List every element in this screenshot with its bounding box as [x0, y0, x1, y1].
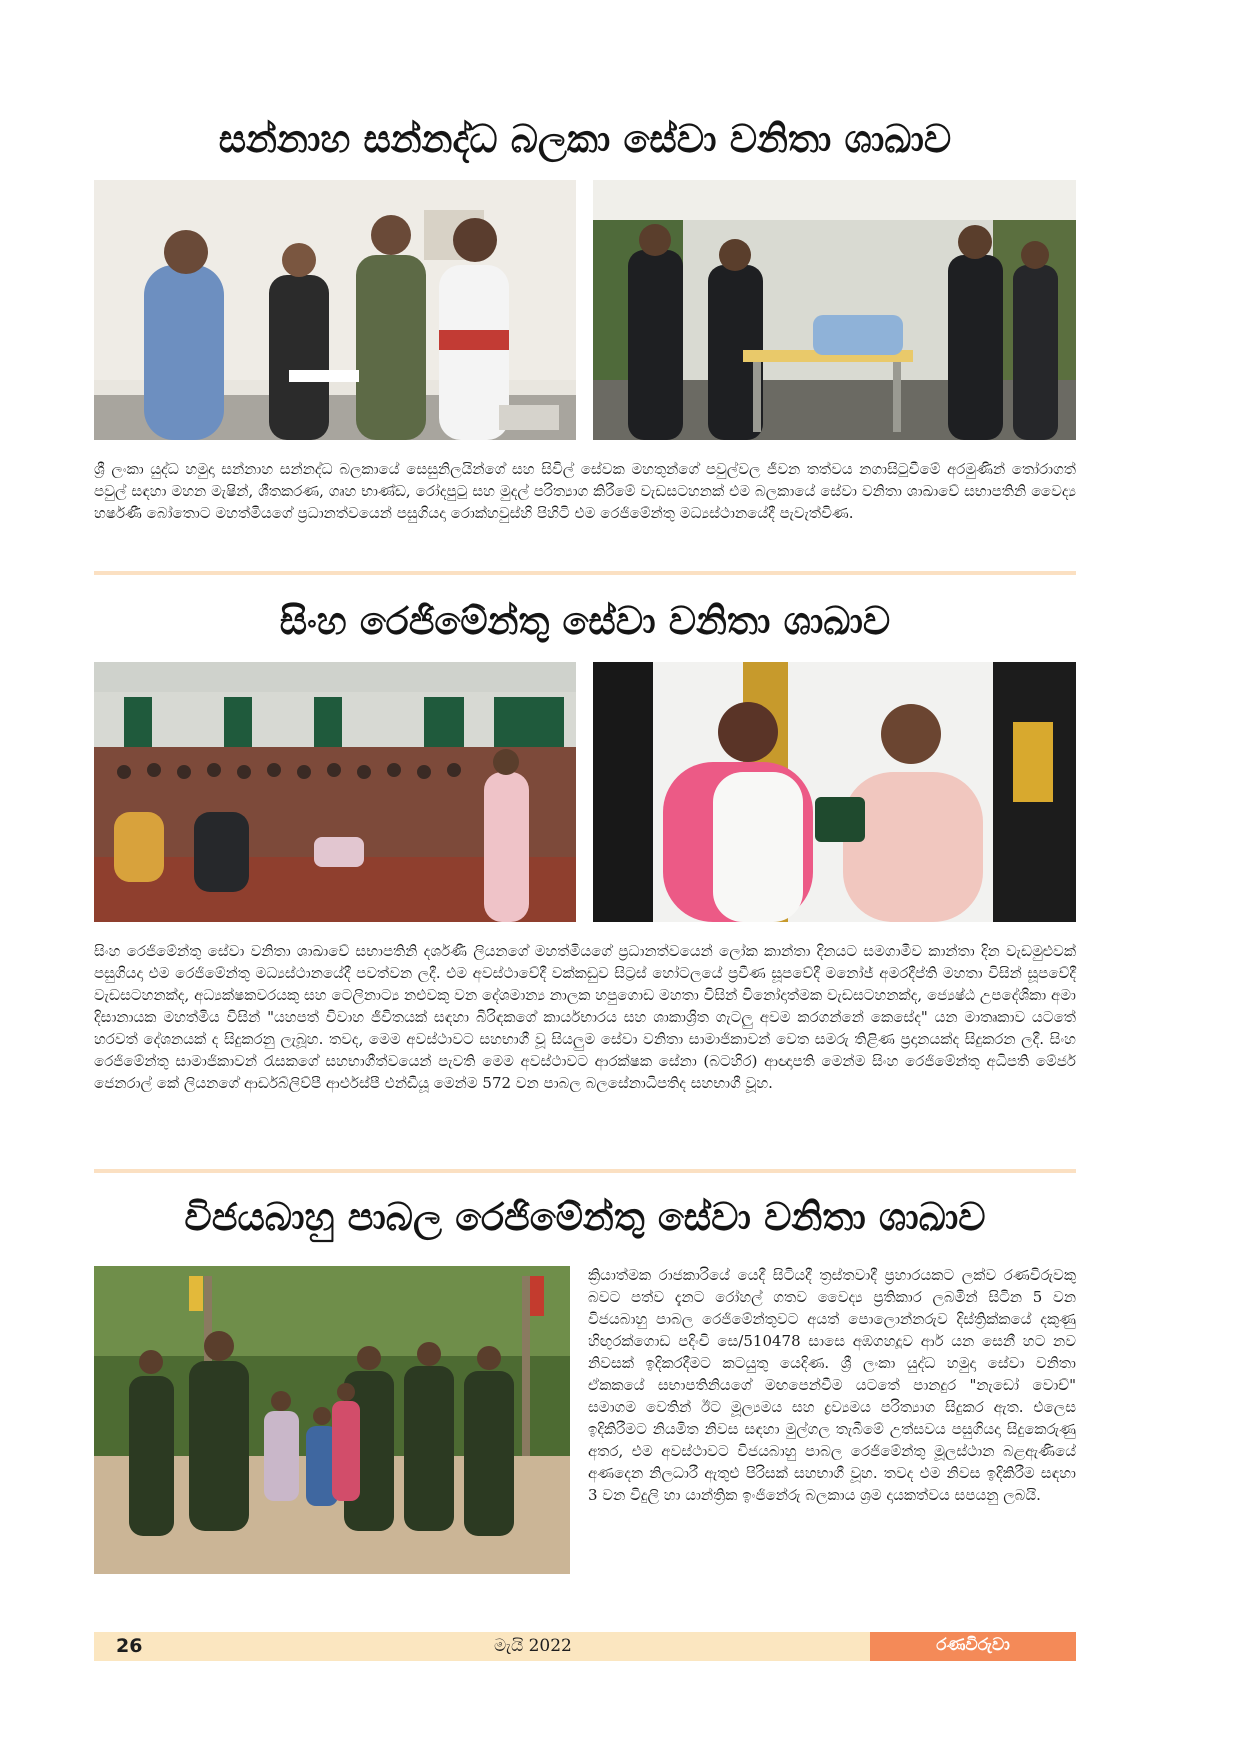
section-divider-1 — [94, 571, 1076, 575]
footer-band — [94, 1632, 870, 1661]
photo-sewing-machine — [593, 180, 1076, 440]
photo-souvenir-presentation — [593, 662, 1076, 922]
section-1-title: සන්නාහ සන්නද්ධ බලකා සේවා වනිතා ශාඛාව — [218, 117, 952, 161]
photo-foundation-stone-group — [94, 1266, 570, 1574]
page-number: 26 — [116, 1635, 143, 1657]
photo-auditorium-audience — [94, 662, 576, 922]
section-3-body: ක්‍රියාත්මක රාජකාරියේ යෙදී සිටියදී ත්‍රස්තවාදී ප්‍රහාරයකට ලක්ව රණවිරුවකු බවට පත්ව දැනට රෝහල් ගතව වෛද්‍ය ප්‍රතිකාර ලබමින් සිටින 5 වන විජයබාහු පාබල රෙජිමේන්තුවට අයත් පොලොන්නරුව දිස්ත්‍රික්කයේ දකුණු හිඟුරක්ගොඩ පදිංචි සෙ/510478 සාසෙ අඹගහදූව ආර් යන සෙනී හට නව නිවසක් ඉදිකරදීමට කටයුතු යෙදිණ. ශ්‍රී ලංකා යුද්ධ හමුදා සේවා වනිතා ඒකකයේ සභාපතිනියගේ මඟපෙන්වීම යටතේ පානදුර "නැඩෝ වොච්" සමාගම වෙතින් ඊට මූල්‍යමය සහ ද්‍රව්‍යමය පරිත්‍යාග සිදුකර ඇත. එලෙස ඉදිකිරීමට නියමිත නිවස සඳහා මුල්ගල තැබීමේ උත්සවය පසුගියදා සිදුකෙරුණු අතර, එම අවස්ථාවට විජයබාහු පාබල රෙජිමේන්තු මූලස්ථාන බළඇණියේ අණදෙන නිලධාරී ඇතුළු පිරිසක් සහභාගී වූහ. තවද එම නිවස ඉදිකිරීම සඳහා 3 වන විදුලි හා යාන්ත්‍රික ඉංජිනේරු බලකාය ශ්‍රම දායකත්වය සපයනු ලබයි. — [588, 1266, 1076, 1504]
magazine-name: රණවිරුවා — [936, 1635, 1010, 1655]
page-footer — [94, 1632, 1076, 1661]
section-divider-2 — [94, 1169, 1076, 1173]
section-3-title: විජයබාහු පාබල රෙජිමේන්තු සේවා වනිතා ශාඛාව — [184, 1195, 986, 1239]
section-2-title: සිංහ රෙජිමේන්තු සේවා වනිතා ශාඛාව — [279, 599, 891, 643]
section-2-body: සිංහ රෙජිමේන්තු සේවා වනිතා ශාඛාවේ සභාපතිනි දර්ශණී ලියනගේ මහත්මියගේ ප්‍රධානත්වයෙන් ලෝක කාන්තා දිනයට සමගාමීව කාන්තා දින වැඩමුළුවක් පසුගියදා එම රෙජිමේන්තු මධ්‍යස්ථානයේදී පවත්වන ලදී. එම අවස්ථාවේදී වක්කඩුව සිට්‍රස් හෝටලයේ ප්‍රවීණ සූපවේදී මනෝජ් අමරදීප්ති මහතා විසින් සූපවේදී වැඩසටහනක්ද, අධ්‍යක්ෂකවරයකු සහ ටෙලිනාට්‍ය නළුවකු වන දේශමාන්‍ය නාලක හපුගොඩ මහතා විසින් විනෝදාත්මක වැඩසටහනක්ද, ජ්‍යෙෂ්ඨ උපදේශිකා අමා දිසානායක මහත්මිය විසින් "යහපත් විවාහ ජීවිතයක් සඳහා බිරිඳකගේ කාර්යභාරය සහ ශාකාශ්‍රිත ගැටලු අවම කරගන්නේ කෙසේද" යන මාතෘකාව යටතේ හරවත් දේශනයක් ද සිදුකරනු ලැබූහ. තවද, මෙම අවස්ථාවට සහභාගී වූ සියලුම සේවා වනිතා සාමාජිකාවන් වෙත සමරු තිළිණ ප්‍රදානයක්ද සිදුකරන ලදී. සිංහ රෙජිමේන්තු සාමාජිකාවන් රැසකගේ සහභාගීත්වයෙන් පැවති මෙම අවස්ථාවට ආරක්ෂක සේනා (බටහිර) ආඥාපති මෙන්ම සිංහ රෙජිමේන්තු අධිපති මේජර් ජෙනරාල් කේ ලියනගේ ආර්ඩබ්ලිව්පී ආර්එස්පී එන්ඩීයූ මෙන්ම 572 වන පාබල බලසේනාධිපතිද සහභාගී වූහ. — [94, 942, 1076, 1092]
photo-donation-handover — [94, 180, 576, 440]
section-1-body: ශ්‍රී ලංකා යුද්ධ හමුදා සන්නාහ සන්නද්ධ බලකායේ සෙසුනිලයින්ගේ සහ සිවිල් සේවක මහතුන්ගේ පවුල්වල ජීවන තත්වය නගාසිටුවීමේ අරමුණින් තෝරාගත් පවුල් සඳහා මහන මැෂින්, ශීතකරණ, ගෘහ භාණ්ඩ, රෝදපුටු සහ මුදල් පරිත්‍යාග කිරීමේ වැඩසටහනක් එම බලකායේ සේවා වනිතා ශාඛාවේ සභාපතිනි වෛද්‍ය හර්ෂණී බෝතොට මහත්මියගේ ප්‍රධානත්වයෙන් පසුගියදා රොක්හවුස්හි පිහිටි එම රෙජිමේන්තු මධ්‍යස්ථානයේදී පැවැත්විණ. — [94, 460, 1076, 522]
issue-date: මැයි 2022 — [494, 1636, 572, 1656]
